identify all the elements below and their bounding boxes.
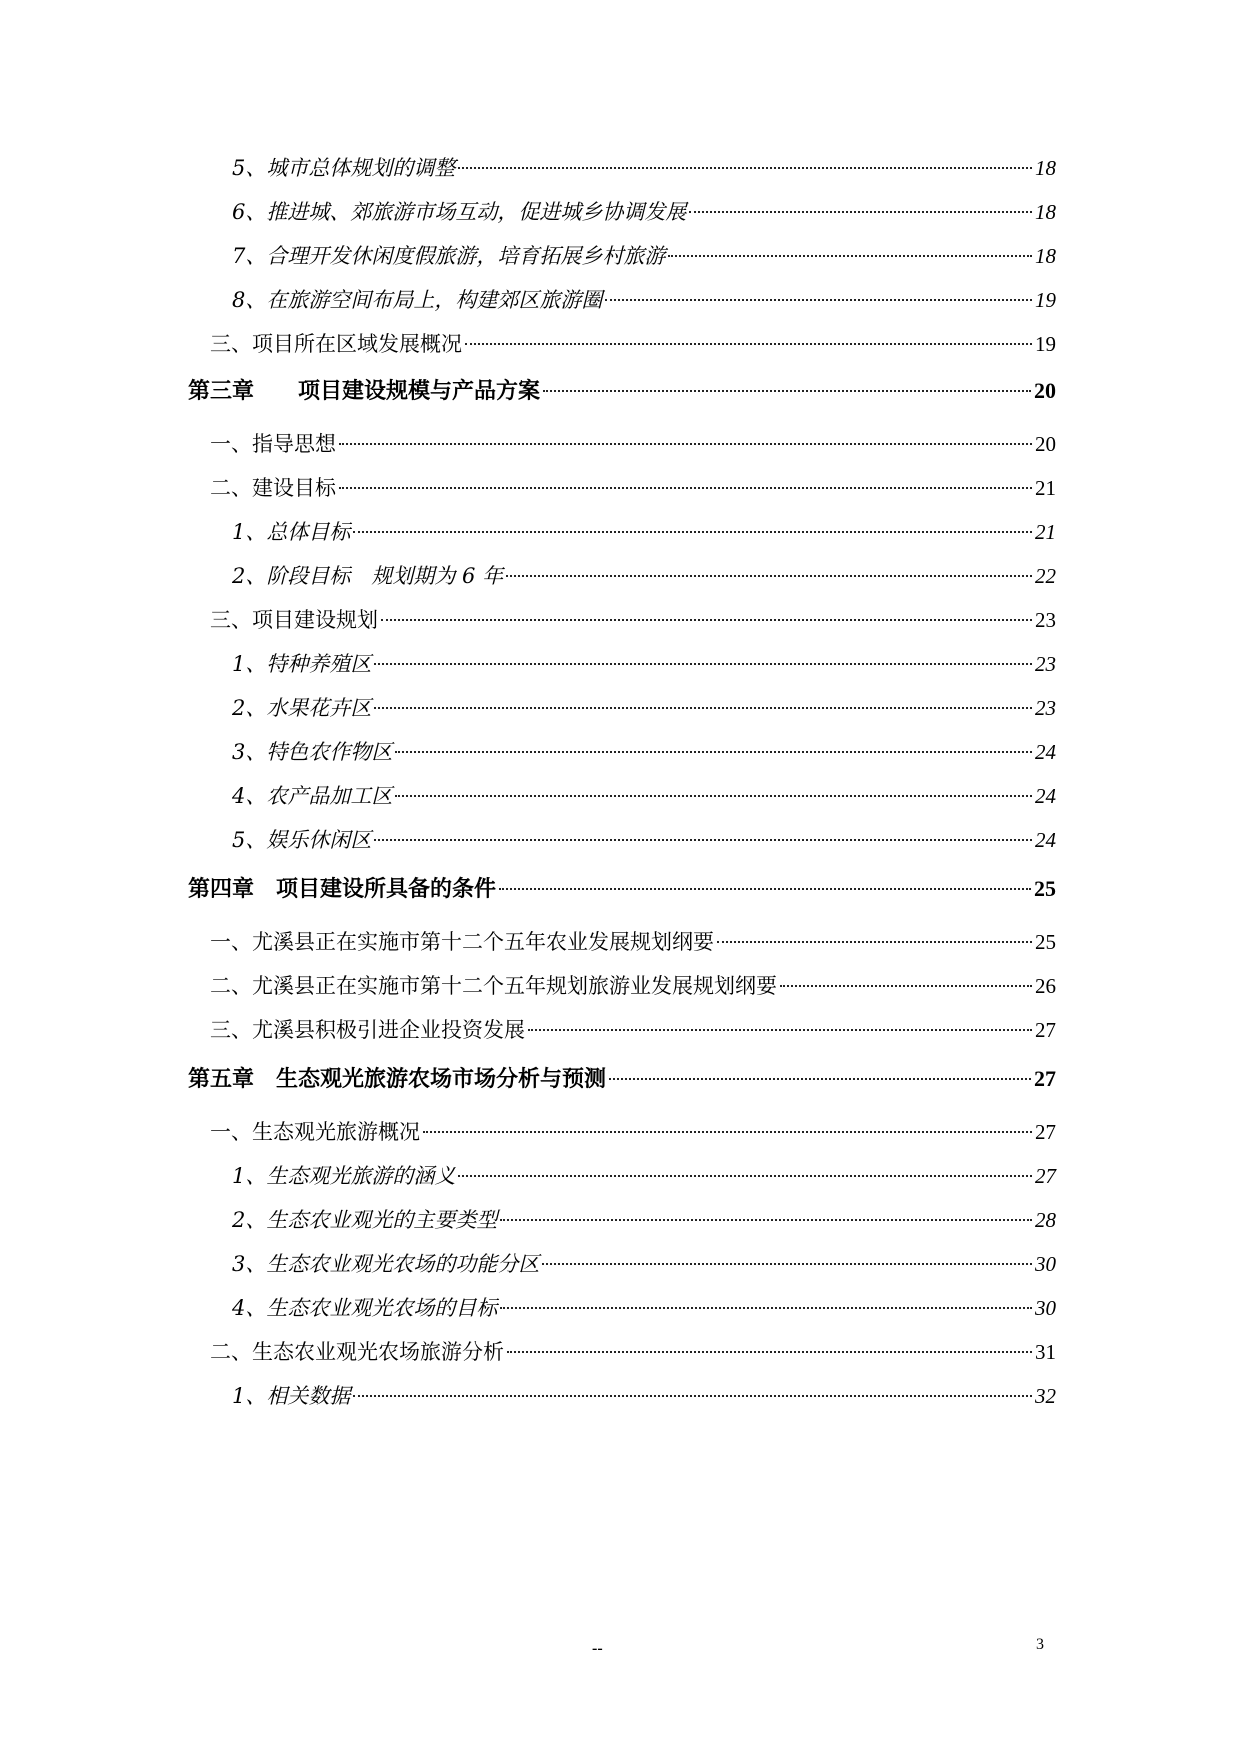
toc-entry-page: 27	[1035, 1018, 1056, 1042]
toc-entry-page: 18	[1035, 244, 1056, 268]
toc-entry-title: 2、水果花卉区	[232, 696, 372, 720]
toc-entry[interactable]	[188, 516, 1056, 548]
toc-entry-page: 31	[1035, 1340, 1056, 1364]
toc-entry-page: 19	[1035, 332, 1056, 356]
toc-entry-page: 27	[1035, 1120, 1056, 1144]
toc-entry-title: 2、阶段目标 规划期为 6 年	[232, 564, 504, 588]
toc-entry[interactable]	[188, 152, 1056, 184]
toc-entry-page: 30	[1035, 1252, 1056, 1276]
toc-entry[interactable]	[188, 1336, 1056, 1368]
dot-leader	[395, 751, 1032, 753]
footer-dash: --	[592, 1640, 603, 1657]
dot-leader	[717, 941, 1032, 943]
dot-leader	[458, 1175, 1032, 1177]
toc-entry[interactable]	[188, 736, 1056, 768]
toc-entry-title: 5、城市总体规划的调整	[232, 156, 456, 180]
toc-entry-title: 2、生态农业观光的主要类型	[232, 1208, 498, 1232]
toc-entry-title: 三、尤溪县积极引进企业投资发展	[210, 1018, 525, 1042]
toc-entry-title: 3、特色农作物区	[232, 740, 393, 764]
toc-entry-page: 25	[1035, 930, 1056, 954]
toc-entry[interactable]	[188, 1062, 1056, 1094]
toc-entry-title: 二、尤溪县正在实施市第十二个五年规划旅游业发展规划纲要	[210, 974, 777, 998]
toc-entry[interactable]	[188, 560, 1056, 592]
toc-entry-title: 1、总体目标	[232, 520, 351, 544]
toc-entry[interactable]	[188, 1116, 1056, 1148]
toc-entry[interactable]	[188, 1248, 1056, 1280]
toc-entry-page: 22	[1035, 564, 1056, 588]
dot-leader	[458, 167, 1032, 169]
dot-leader	[395, 795, 1032, 797]
dot-leader	[374, 663, 1032, 665]
dot-leader	[605, 299, 1032, 301]
dot-leader	[465, 343, 1032, 345]
toc-entry-title: 三、项目所在区域发展概况	[210, 332, 462, 356]
toc-entry-page: 30	[1035, 1296, 1056, 1320]
toc-entry-page: 23	[1035, 652, 1056, 676]
toc-entry[interactable]	[188, 472, 1056, 504]
dot-leader	[506, 575, 1032, 577]
toc-entry[interactable]	[188, 428, 1056, 460]
toc-entry-title: 5、娱乐休闲区	[232, 828, 372, 852]
toc-entry[interactable]	[188, 692, 1056, 724]
toc-entry[interactable]	[188, 1160, 1056, 1192]
toc-entry[interactable]	[188, 1204, 1056, 1236]
toc-entry[interactable]	[188, 1014, 1056, 1046]
toc-entry-page: 27	[1035, 1164, 1056, 1188]
toc-entry-page: 24	[1035, 828, 1056, 852]
toc-entry-title: 3、生态农业观光农场的功能分区	[232, 1252, 540, 1276]
toc-entry-title: 4、农产品加工区	[232, 784, 393, 808]
dot-leader	[689, 211, 1032, 213]
toc-entry[interactable]	[188, 780, 1056, 812]
toc-entry-title: 6、推进城、郊旅游市场互动，促进城乡协调发展	[232, 200, 687, 224]
toc-entry-page: 18	[1035, 200, 1056, 224]
toc-entry[interactable]	[188, 196, 1056, 228]
toc-entry[interactable]	[188, 970, 1056, 1002]
dot-leader	[543, 390, 1031, 392]
toc-entry-title: 一、生态观光旅游概况	[210, 1120, 420, 1144]
toc-entry[interactable]	[188, 374, 1056, 406]
dot-leader	[507, 1351, 1032, 1353]
dot-leader	[353, 1395, 1032, 1397]
toc-entry-page: 21	[1035, 520, 1056, 544]
toc-entry-title: 1、生态观光旅游的涵义	[232, 1164, 456, 1188]
toc-entry-title: 1、特种养殖区	[232, 652, 372, 676]
dot-leader	[528, 1029, 1032, 1031]
toc-entry[interactable]	[188, 1380, 1056, 1412]
toc-entry-page: 18	[1035, 156, 1056, 180]
toc-entry[interactable]	[188, 240, 1056, 272]
toc-entry-title: 二、建设目标	[210, 476, 336, 500]
dot-leader	[668, 255, 1032, 257]
toc-entry[interactable]	[188, 328, 1056, 360]
toc-entry-page: 27	[1034, 1066, 1056, 1091]
toc-entry[interactable]	[188, 824, 1056, 856]
toc-entry-title: 一、尤溪县正在实施市第十二个五年农业发展规划纲要	[210, 930, 714, 954]
toc-entry-title: 7、合理开发休闲度假旅游，培育拓展乡村旅游	[232, 244, 666, 268]
toc-entry-title: 第三章 项目建设规模与产品方案	[188, 379, 541, 404]
dot-leader	[500, 1307, 1032, 1309]
dot-leader	[780, 985, 1032, 987]
dot-leader	[499, 888, 1031, 890]
toc-entry-page: 24	[1035, 740, 1056, 764]
toc-entry-title: 4、生态农业观光农场的目标	[232, 1296, 498, 1320]
dot-leader	[542, 1263, 1032, 1265]
dot-leader	[339, 443, 1032, 445]
toc-entry-page: 20	[1035, 432, 1056, 456]
toc-entry[interactable]	[188, 926, 1056, 958]
toc-entry-page: 25	[1034, 876, 1056, 901]
toc-entry-page: 19	[1035, 288, 1056, 312]
toc-entry-title: 三、项目建设规划	[210, 608, 378, 632]
dot-leader	[374, 707, 1032, 709]
toc-entry-page: 23	[1035, 696, 1056, 720]
toc-entry-page: 24	[1035, 784, 1056, 808]
toc-entry[interactable]	[188, 872, 1056, 904]
toc-entry-title: 第五章 生态观光旅游农场市场分析与预测	[188, 1067, 607, 1092]
toc-entry-title: 第四章 项目建设所具备的条件	[188, 877, 497, 902]
dot-leader	[353, 531, 1032, 533]
toc-entry-title: 二、生态农业观光农场旅游分析	[210, 1340, 504, 1364]
toc-entry[interactable]	[188, 604, 1056, 636]
footer-page-number: 3	[1036, 1636, 1044, 1653]
toc-entry-page: 23	[1035, 608, 1056, 632]
toc-entry-page: 21	[1035, 476, 1056, 500]
toc-entry-title: 一、指导思想	[210, 432, 336, 456]
toc-entry-page: 28	[1035, 1208, 1056, 1232]
dot-leader	[423, 1131, 1032, 1133]
toc-entry[interactable]	[188, 648, 1056, 680]
dot-leader	[339, 487, 1032, 489]
toc-entry-title: 8、在旅游空间布局上，构建郊区旅游圈	[232, 288, 603, 312]
dot-leader	[609, 1078, 1031, 1080]
toc-entry-page: 26	[1035, 974, 1056, 998]
toc-entry-page: 20	[1034, 378, 1056, 403]
toc-entry[interactable]	[188, 284, 1056, 316]
dot-leader	[381, 619, 1032, 621]
dot-leader	[374, 839, 1032, 841]
toc-entry-page: 32	[1035, 1384, 1056, 1408]
dot-leader	[500, 1219, 1032, 1221]
toc-entry[interactable]	[188, 1292, 1056, 1324]
toc-entry-title: 1、相关数据	[232, 1384, 351, 1408]
